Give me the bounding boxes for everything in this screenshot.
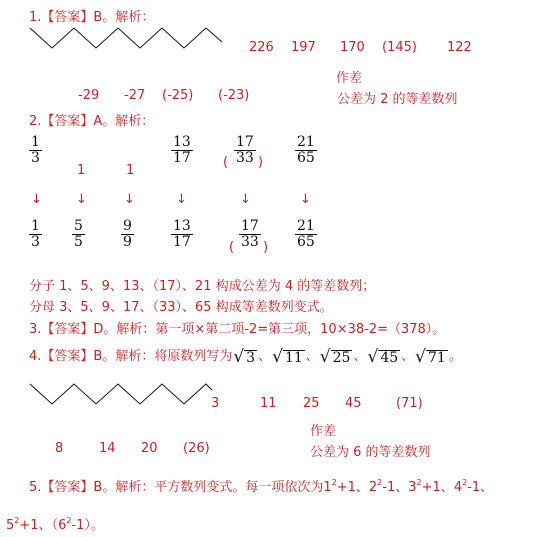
q2-fraction-top: 13 17	[173, 134, 191, 166]
separator: 、	[38, 518, 52, 533]
period: 。	[448, 349, 462, 364]
q2-fraction-bottom: 5 5	[74, 218, 83, 250]
q2-one: 1	[126, 163, 135, 178]
q5-prefix: 5.【答案】B。解析：平方数列变式。每一项依次为	[29, 480, 324, 495]
q4-top-value: 45	[345, 396, 362, 411]
q2-heading: 2.【答案】A。解析：	[29, 114, 155, 129]
q2-explanation-numerator: 分子 1、5、9、13、（17）、21 构成公差为 4 的等差数列；	[29, 279, 376, 294]
q1-top-value: 170	[340, 40, 365, 55]
sqrt-71: √ 71	[415, 347, 446, 367]
q2-fraction-bottom: 1 3	[31, 218, 40, 250]
down-arrow-icon: ↓	[176, 192, 187, 207]
separator: 、	[480, 480, 494, 495]
separator: 、	[355, 480, 369, 495]
down-arrow-icon: ↓	[240, 192, 251, 207]
q3-answer-line: 3.【答案】D。解析：第一项×第二项-2=第三项，10×38-2=（378）。	[29, 322, 446, 337]
down-arrow-icon: ↓	[76, 192, 87, 207]
q4-answer-line	[29, 345, 462, 366]
q4-top-value: 11	[260, 396, 277, 411]
q4-diff-value: 20	[141, 441, 158, 456]
q2-one: 1	[77, 163, 86, 178]
q1-diff-value: -29	[78, 88, 100, 103]
q1-heading: 1.【答案】B。解析：	[29, 10, 155, 25]
q5-term: $1^2+1$	[323, 478, 356, 495]
q5-term: $3^2+1$	[408, 478, 441, 495]
q1-diff-value: (-23)	[218, 88, 250, 103]
q4-prefix: 4.【答案】B。解析：将原数列写为	[29, 349, 233, 364]
q1-top-value: (145)	[382, 40, 417, 55]
q5-answer-line	[29, 476, 493, 495]
separator: 、	[395, 480, 409, 495]
separator: 、	[258, 349, 272, 364]
q4-diff-value: (26)	[183, 441, 210, 456]
q4-zigzag	[28, 380, 214, 408]
q2-fraction-top: 21 65	[297, 134, 315, 166]
sqrt-45: √ 45	[367, 347, 399, 367]
separator: 、	[305, 349, 319, 364]
separator: 、	[440, 480, 454, 495]
period: 。	[90, 518, 104, 533]
separator: 、	[353, 349, 367, 364]
q2-fraction-bottom: 13 17	[173, 218, 191, 250]
down-arrow-icon: ↓	[124, 192, 135, 207]
q2-fraction-bottom: 9 9	[123, 218, 132, 250]
q4-diff-value: 8	[55, 441, 64, 456]
q4-top-value: 3	[211, 396, 220, 411]
q1-zigzag	[28, 26, 224, 52]
q1-diff-label: 作差	[336, 71, 363, 86]
q4-diff-label: 作差	[310, 424, 337, 439]
separator: 、	[401, 349, 415, 364]
q5-term: $4^2-1$	[453, 478, 481, 495]
sqrt-25: √ 25	[319, 347, 351, 367]
down-arrow-icon: ↓	[300, 192, 311, 207]
q5-answer-term: $(6^2-1)$	[51, 516, 91, 533]
q1-diff-value: -27	[124, 88, 146, 103]
q5-term: $5^2+1$	[6, 516, 39, 533]
q4-top-value: (71)	[396, 396, 423, 411]
q1-conclusion: 公差为 2 的等差数列	[337, 92, 458, 107]
q1-top-value: 122	[447, 40, 472, 55]
sqrt-3: √ 3	[233, 347, 256, 367]
q2-explanation-denominator: 分母 3、5、9、17、（33）、65 构成等差数列变式。	[29, 300, 333, 315]
q2-paren-close: )	[263, 240, 269, 255]
q4-top-value: 25	[303, 396, 320, 411]
q2-paren-close: )	[258, 155, 264, 170]
q2-fraction-top: 1 3	[31, 134, 40, 166]
q2-fraction-top: 17 33	[236, 134, 254, 166]
down-arrow-icon: ↓	[31, 192, 42, 207]
q2-paren-open: (	[229, 240, 235, 255]
q1-top-value: 197	[291, 40, 316, 55]
q2-fraction-bottom: 17 33	[241, 218, 259, 250]
q2-paren-open: (	[223, 155, 229, 170]
sqrt-11: √ 11	[272, 347, 303, 367]
q4-diff-value: 14	[99, 441, 116, 456]
q1-top-value: 226	[249, 40, 274, 55]
q5-answer-line-continued	[6, 514, 104, 533]
q2-fraction-bottom: 21 65	[297, 218, 315, 250]
q4-conclusion: 公差为 6 的等差数列	[310, 445, 431, 460]
q5-term: $2^2-1$	[368, 478, 396, 495]
q1-diff-value: (-25)	[162, 88, 194, 103]
